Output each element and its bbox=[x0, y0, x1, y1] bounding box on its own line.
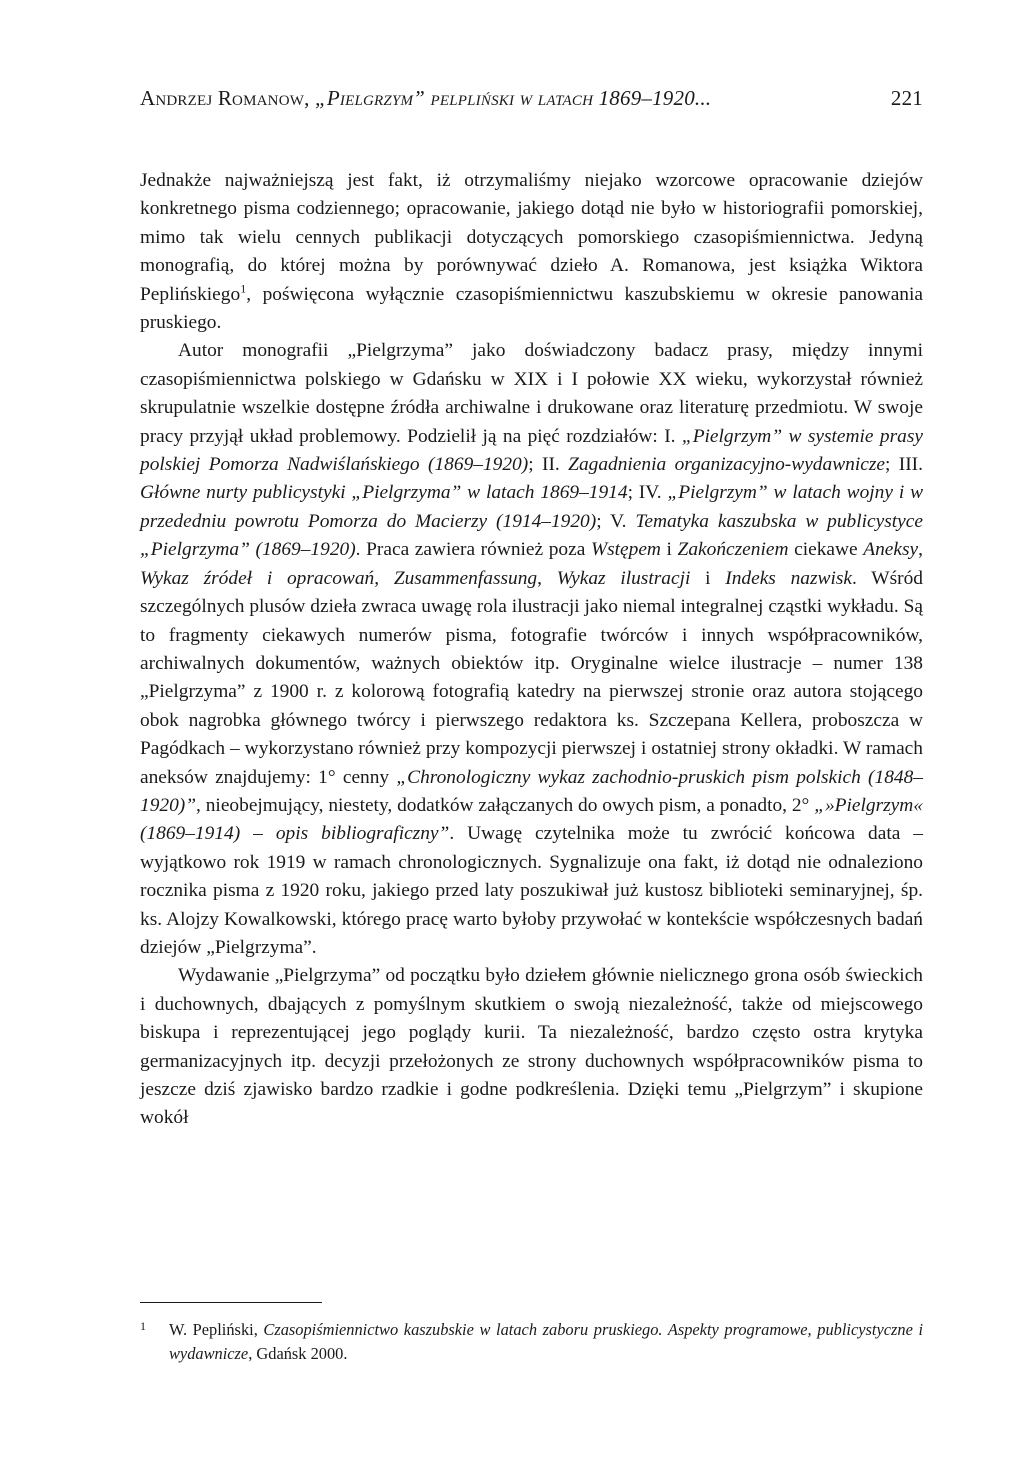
section-title-wykaz-zrodel: Wykaz źródeł i opracowań bbox=[140, 567, 375, 589]
section-title-wstep: Wstępem bbox=[590, 539, 661, 561]
body-text bbox=[140, 167, 923, 1133]
section-title-aneksy: Aneksy bbox=[863, 539, 919, 561]
section-title-zakonczenie: Zakończeniem bbox=[677, 539, 789, 561]
text-segment: ; II. bbox=[528, 454, 569, 476]
section-title-indeks: Indeks nazwisk bbox=[725, 567, 853, 589]
annex-title-1: „Chronologiczny wykaz zachodnio-pruskich pism polskich (1848–1920)” bbox=[140, 766, 923, 816]
chapter-title-2: Zagadnienia organizacyjno-wydawnicze bbox=[568, 454, 885, 476]
chapter-title-5: Tematyka kaszubska w publicystyce „Pielgrzyma” (1869–1920) bbox=[140, 510, 923, 561]
paragraph-1 bbox=[140, 167, 923, 337]
text-segment: i bbox=[660, 539, 678, 561]
footnote-title: Czasopiśmiennictwo kaszubskie w latach zaboru pruskiego. Aspekty programowe, publicystyczne i wydawnicze bbox=[169, 1320, 924, 1363]
section-title-wykaz-ilustracji: Wykaz ilustracji bbox=[556, 567, 691, 589]
section-title-zusammenfassung: Zusammenfassung bbox=[393, 567, 538, 589]
chapter-title-1: „Pielgrzym” w systemie prasy polskiej Pomorza Nadwiślańskiego (1869–1920) bbox=[140, 425, 923, 476]
text-segment: . Praca zawiera również poza bbox=[355, 539, 591, 561]
text-segment: ; III. bbox=[884, 454, 923, 476]
text-segment: ; V. bbox=[596, 510, 636, 532]
page bbox=[140, 86, 923, 1133]
text-segment: Autor monografii „Pielgrzyma” jako doświadczony badacz prasy, między innymi czasopiśmiennictwa polskiego w Gdańsku w XIX i I połowie XX wieku, wykorzystał również skrupulatnie wszelkie dostępne źródła archiwalne i drukowane oraz literaturę przedmiotu. W swoje pracy przyjął układ problemowy. Podzielił ją na pięć rozdziałów: I. bbox=[140, 340, 923, 447]
footnote-number: 1 bbox=[140, 1319, 146, 1333]
text-segment: . Uwagę czytelnika może tu zwrócić końcowa data – wyjątkowo rok 1919 w ramach chronologicznych. Sygnalizuje ona fakt, iż dotąd nie odnaleziono rocznika pisma z 1920 roku, jakiego przed laty poszukiwał już kustosz biblioteki seminaryjnej, śp. ks. Alojzy Kowalkowski, którego pracę warto byłoby przywołać w kontekście współczesnych badań dziejów „Pielgrzyma”. bbox=[140, 823, 923, 958]
paragraph-2 bbox=[140, 337, 923, 962]
text-segment: . Wśród szczególnych plusów dzieła zwraca uwagę rola ilustracji jako niemal integralnej cząstki wykładu. Są to fragmenty ciekawych numerów pisma, fotografie twórców i innych współpracowników, archiwalnych dokumentów, ważnych obiektów itp. Oryginalne wielce ilustracje – numer 138 „Pielgrzyma” z 1900 r. z kolorową fotografią katedry na pierwszej stronie oraz autora stojącego obok nagrobka głównego twórcy i pierwszego redaktora ks. Szczepana Kellera, proboszcza w Pagódkach – wykorzystano również przy kompozycji pierwszej i ostatniej strony okładki. W ramach aneksów znajdujemy: 1° cenny bbox=[140, 567, 923, 788]
text-segment: , nieobejmujący, niestety, dodatków załączanych do owych pism, a ponadto, 2° bbox=[196, 794, 815, 816]
footnote bbox=[140, 1318, 923, 1366]
text-segment: , bbox=[918, 539, 923, 561]
running-head-left bbox=[140, 86, 711, 111]
text-segment: ciekawe bbox=[788, 539, 864, 561]
footnote-body bbox=[140, 1318, 923, 1366]
annex-title-2: „»Pielgrzym« (1869–1914) – opis bibliograficzny” bbox=[140, 794, 923, 845]
footnote-divider bbox=[140, 1302, 322, 1303]
text-segment: , bbox=[537, 567, 557, 589]
chapter-title-3: Główne nurty publicystyki „Pielgrzyma” w latach 1869–1914 bbox=[140, 482, 628, 504]
text-segment: i bbox=[690, 567, 726, 589]
running-head-author: Andrzej Romanow bbox=[140, 86, 305, 110]
page-number: 221 bbox=[890, 86, 923, 110]
text-segment: , bbox=[374, 567, 394, 589]
footnote-publication: , Gdańsk 2000. bbox=[248, 1344, 348, 1363]
running-head-separator: , bbox=[304, 86, 315, 110]
paragraph-1-text-a: Jednakże najważniejszą jest fakt, iż otrzymaliśmy niejako wzorcowe opracowanie dziejów konkretnego pisma codziennego; opracowanie, jakiego dotąd nie było w historiografii pomorskiej, mimo tak wielu cennych publikacji dotyczących pomorskiego czasopiśmiennictwa. Jedyną monografią, do której można by porównywać dzieło A. Romanowa, jest książka Wiktora Peplińskiego bbox=[140, 170, 923, 305]
footnote-reference: 1 bbox=[240, 281, 247, 296]
running-head-title: „Pielgrzym” pelpliński w latach 1869–1920... bbox=[315, 86, 712, 110]
paragraph-1-text-b: , poświęcona wyłącznie czasopiśmiennictwu kaszubskiemu w okresie panowania pruskiego. bbox=[140, 283, 923, 334]
running-head bbox=[140, 86, 923, 122]
chapter-title-4: „Pielgrzym” w latach wojny i w przededniu powrotu Pomorza do Macierzy (1914–1920) bbox=[140, 482, 924, 532]
text-segment: ; IV. bbox=[627, 482, 668, 504]
footnote-author: W. Pepliński, bbox=[169, 1320, 264, 1339]
paragraph-3: Wydawanie „Pielgrzyma” od początku było dziełem głównie nielicznego grona osób świeckich i duchownych, dbających z pomyślnym skutkiem o swoją niezależność, także od miejscowego biskupa i reprezentującej jego poglądy kurii. Ta niezależność, bardzo często ostra krytyka germanizacyjnych itp. decyzji przełożonych ze strony duchownych współpracowników pisma to jeszcze dziś zjawisko bardzo rzadkie i godne podkreślenia. Dzięki temu „Pielgrzym” i skupione wokół bbox=[140, 965, 923, 1129]
